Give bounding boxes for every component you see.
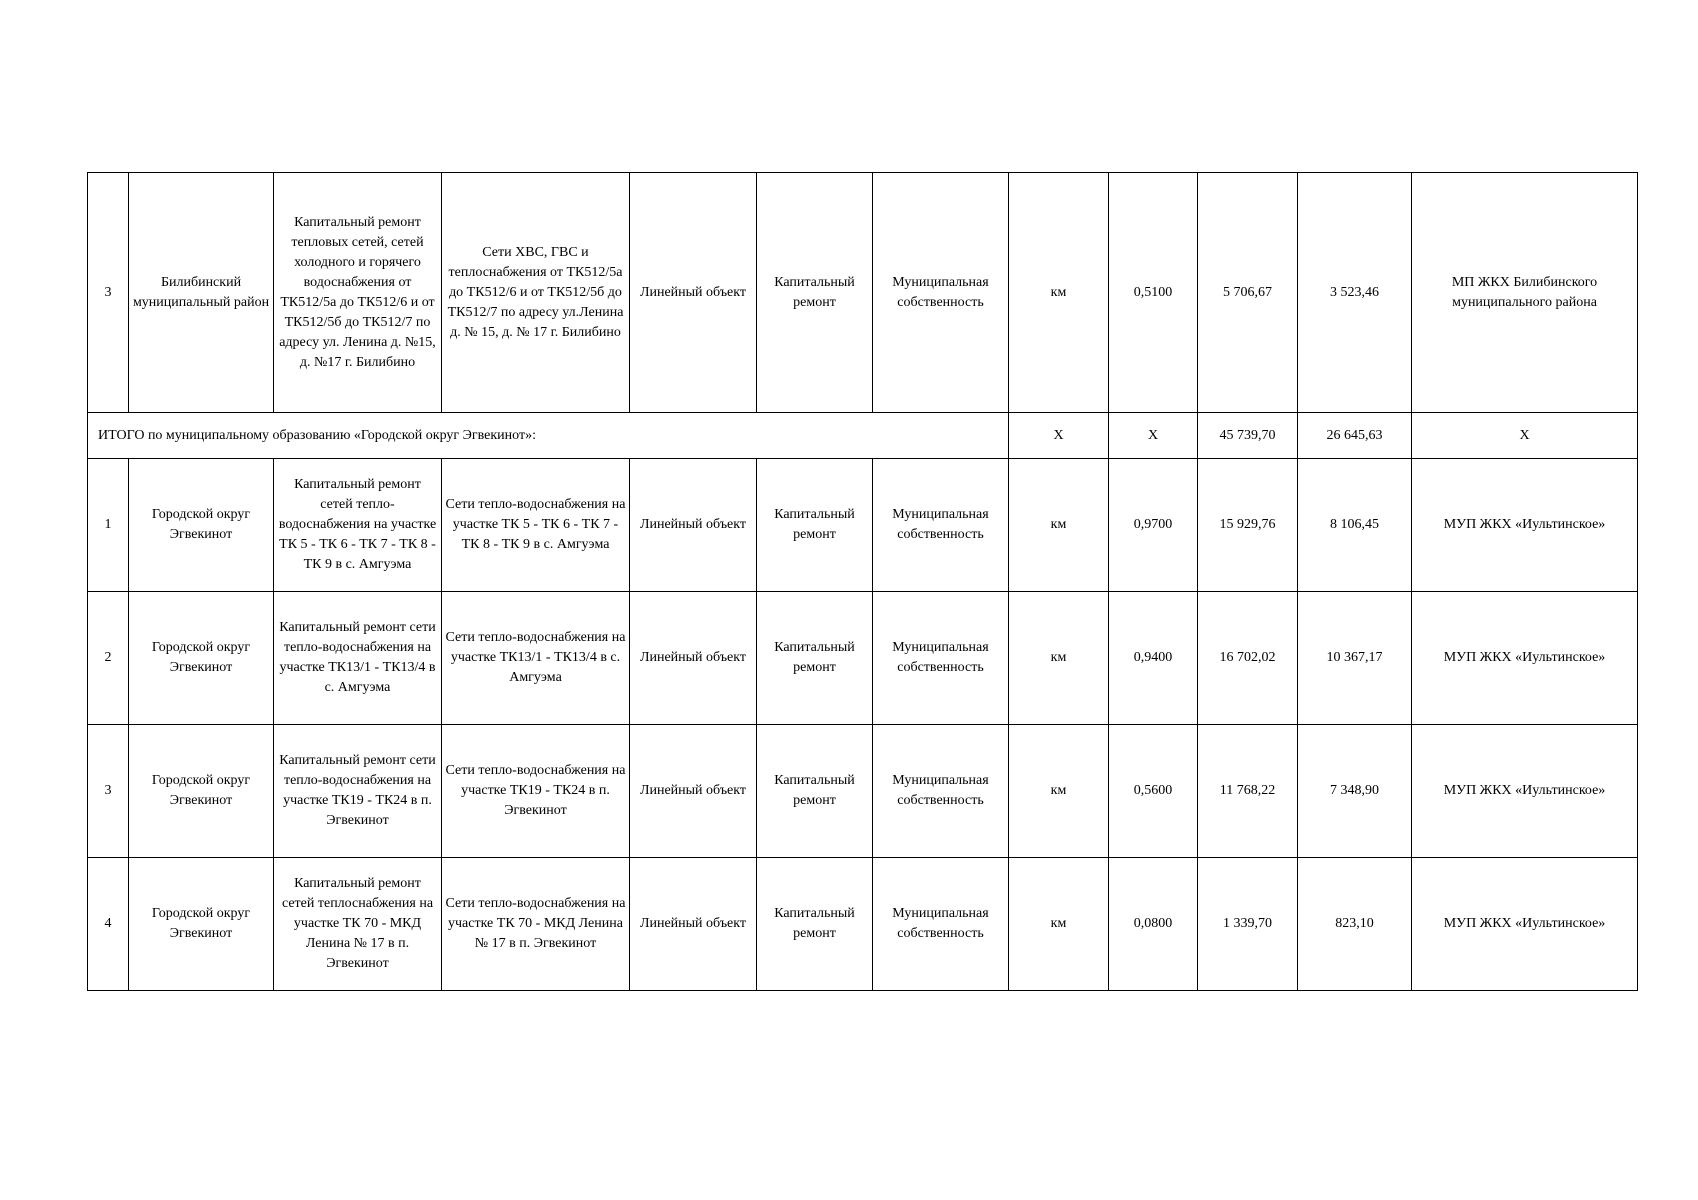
ownership: Муниципальная собственность: [873, 592, 1009, 725]
district-name: Городской округ Эгвекинот: [129, 592, 274, 725]
row-number: 4: [88, 858, 129, 991]
cost-total: 1 339,70: [1198, 858, 1298, 991]
table-row: [88, 725, 1638, 858]
work-type: Капитальный ремонт: [757, 459, 873, 592]
length-value: 0,5600: [1109, 725, 1198, 858]
table-row: [88, 858, 1638, 991]
district-name: Городской округ Эгвекинот: [129, 725, 274, 858]
object-description: Сети тепло-водоснабжения на участке ТК 70 - МКД Ленина № 17 в п. Эгвекинот: [442, 858, 630, 991]
table-row: [88, 459, 1638, 592]
cost-budget: 8 106,45: [1298, 459, 1412, 592]
length-value: 0,9700: [1109, 459, 1198, 592]
total-label: ИТОГО по муниципальному образованию «Городской округ Эгвекинот»:: [88, 413, 1009, 459]
object-description: Сети тепло-водоснабжения на участке ТК 5 - ТК 6 - ТК 7 - ТК 8 - ТК 9 в с. Амгуэма: [442, 459, 630, 592]
work-description: Капитальный ремонт сетей теплоснабжения на участке ТК 70 - МКД Ленина № 17 в п. Эгвекинот: [274, 858, 442, 991]
executor: МУП ЖКХ «Иультинское»: [1412, 858, 1638, 991]
executor: МП ЖКХ Билибинского муниципального района: [1412, 173, 1638, 413]
district-name: Городской округ Эгвекинот: [129, 858, 274, 991]
cost-budget: 823,10: [1298, 858, 1412, 991]
ownership: Муниципальная собственность: [873, 725, 1009, 858]
total-executor: Х: [1412, 413, 1638, 459]
object-type: Линейный объект: [630, 459, 757, 592]
total-cost: 45 739,70: [1198, 413, 1298, 459]
executor: МУП ЖКХ «Иультинское»: [1412, 725, 1638, 858]
ownership: Муниципальная собственность: [873, 858, 1009, 991]
unit: км: [1009, 459, 1109, 592]
row-number: 3: [88, 725, 129, 858]
work-type: Капитальный ремонт: [757, 725, 873, 858]
total-row: [88, 413, 1638, 459]
row-number: 2: [88, 592, 129, 725]
unit: км: [1009, 725, 1109, 858]
total-unit: Х: [1009, 413, 1109, 459]
work-type: Капитальный ремонт: [757, 592, 873, 725]
executor: МУП ЖКХ «Иультинское»: [1412, 459, 1638, 592]
ownership: Муниципальная собственность: [873, 173, 1009, 413]
work-description: Капитальный ремонт сети тепло-водоснабжения на участке ТК19 - ТК24 в п. Эгвекинот: [274, 725, 442, 858]
object-type: Линейный объект: [630, 858, 757, 991]
length-value: 0,9400: [1109, 592, 1198, 725]
total-length: Х: [1109, 413, 1198, 459]
object-type: Линейный объект: [630, 173, 757, 413]
object-type: Линейный объект: [630, 592, 757, 725]
length-value: 0,5100: [1109, 173, 1198, 413]
object-type: Линейный объект: [630, 725, 757, 858]
total-budget: 26 645,63: [1298, 413, 1412, 459]
work-type: Капитальный ремонт: [757, 173, 873, 413]
district-name: Билибинский муниципальный район: [129, 173, 274, 413]
length-value: 0,0800: [1109, 858, 1198, 991]
object-description: Сети тепло-водоснабжения на участке ТК19 - ТК24 в п. Эгвекинот: [442, 725, 630, 858]
row-number: 1: [88, 459, 129, 592]
object-description: Сети тепло-водоснабжения на участке ТК13/1 - ТК13/4 в с. Амгуэма: [442, 592, 630, 725]
unit: км: [1009, 173, 1109, 413]
work-description: Капитальный ремонт сети тепло-водоснабжения на участке ТК13/1 - ТК13/4 в с. Амгуэма: [274, 592, 442, 725]
district-name: Городской округ Эгвекинот: [129, 459, 274, 592]
document-page: [87, 172, 1637, 991]
work-description: Капитальный ремонт сетей тепло-водоснабжения на участке ТК 5 - ТК 6 - ТК 7 - ТК 8 - ТК 9 в с. Амгуэма: [274, 459, 442, 592]
cost-total: 5 706,67: [1198, 173, 1298, 413]
ownership: Муниципальная собственность: [873, 459, 1009, 592]
cost-total: 15 929,76: [1198, 459, 1298, 592]
cost-budget: 7 348,90: [1298, 725, 1412, 858]
row-number: 3: [88, 173, 129, 413]
table-row: [88, 592, 1638, 725]
cost-budget: 3 523,46: [1298, 173, 1412, 413]
unit: км: [1009, 858, 1109, 991]
cost-total: 11 768,22: [1198, 725, 1298, 858]
unit: км: [1009, 592, 1109, 725]
cost-budget: 10 367,17: [1298, 592, 1412, 725]
executor: МУП ЖКХ «Иультинское»: [1412, 592, 1638, 725]
work-description: Капитальный ремонт тепловых сетей, сетей холодного и горячего водоснабжения от ТК512/5а до ТК512/6 и от ТК512/5б до ТК512/7 по адресу ул. Ленина д. №15, д. №17 г. Билибино: [274, 173, 442, 413]
capital-repair-table: [87, 172, 1638, 991]
object-description: Сети ХВС, ГВС и теплоснабжения от ТК512/5а до ТК512/6 и от ТК512/5б до ТК512/7 по адресу ул.Ленина д. № 15, д. № 17 г. Билибино: [442, 173, 630, 413]
cost-total: 16 702,02: [1198, 592, 1298, 725]
table-row: [88, 173, 1638, 413]
work-type: Капитальный ремонт: [757, 858, 873, 991]
